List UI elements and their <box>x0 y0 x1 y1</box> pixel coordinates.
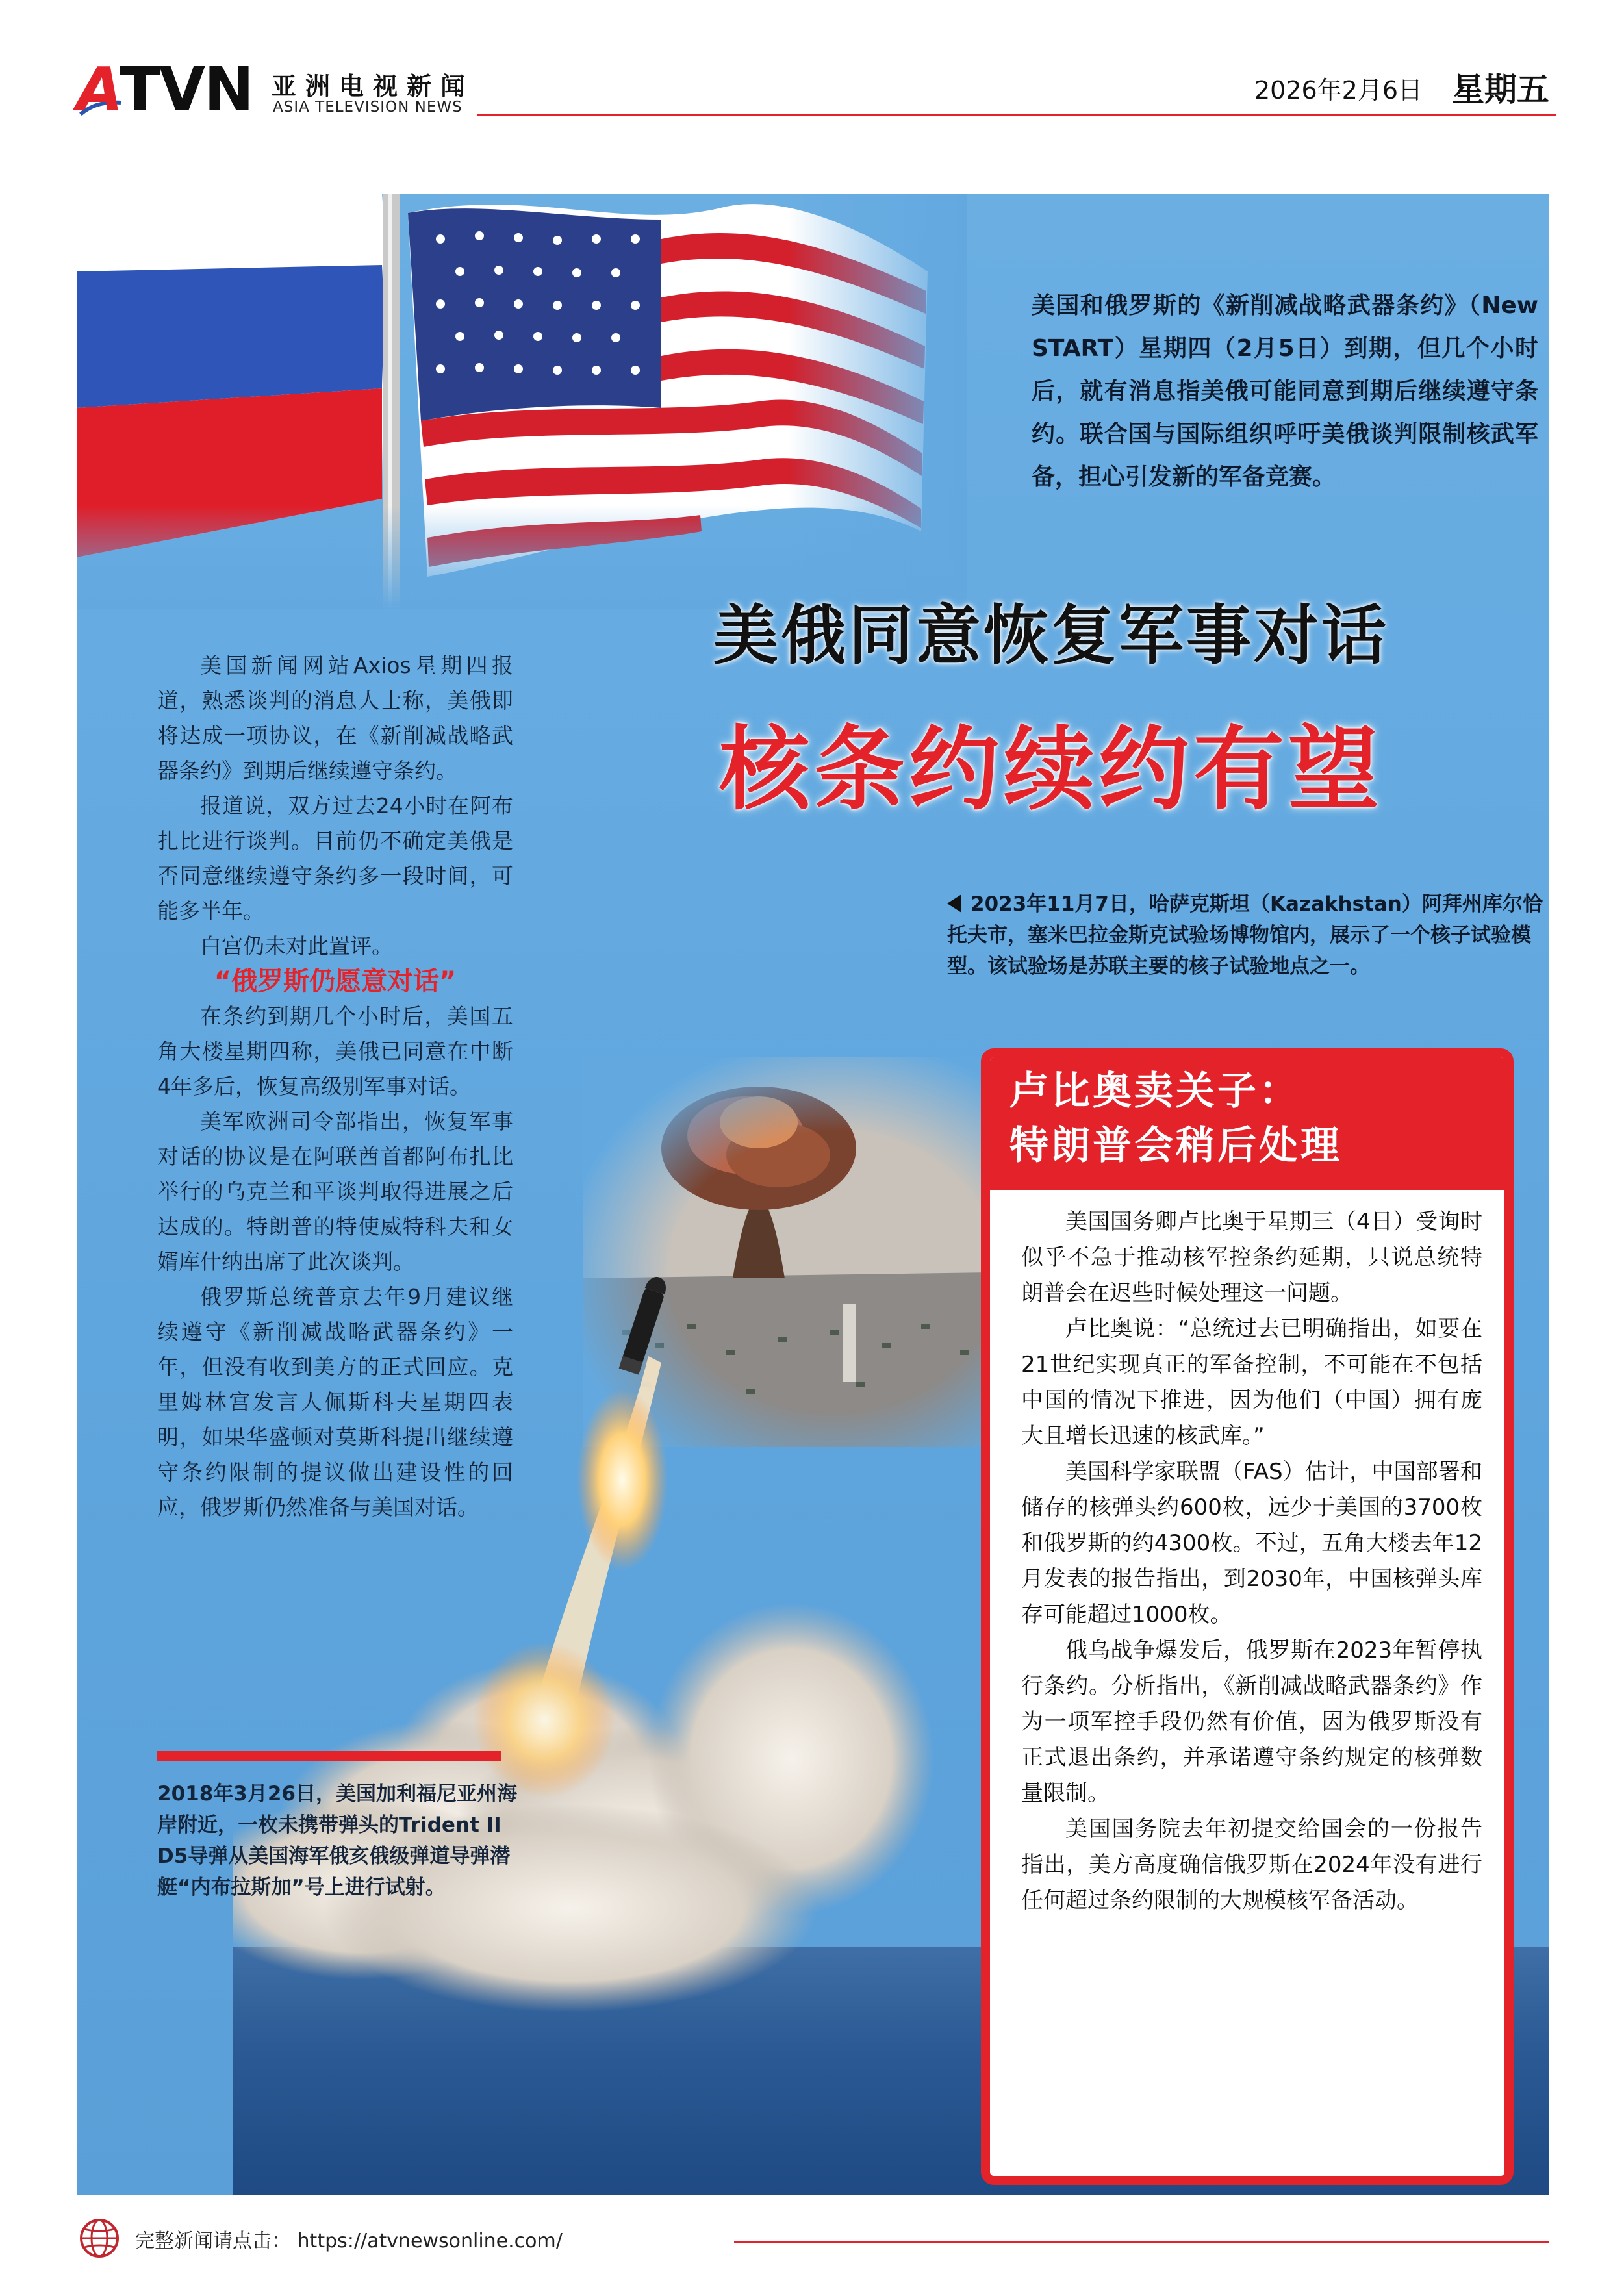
sidebar-body <box>990 1190 1504 1919</box>
sidebar-paragraph: 卢比奥说：“总统过去已明确指出，如要在21世纪实现真正的军备控制，不可能在不包括中国的情况下推进，因为他们（中国）拥有庞大且增长迅速的核武库。” <box>1021 1316 1482 1449</box>
footer-link-line <box>135 2225 563 2253</box>
caption-arrow-icon <box>947 894 961 913</box>
header-divider <box>477 114 1556 116</box>
body-paragraph: 美国新闻网站Axios星期四报道，熟悉谈判的消息人士称，美俄即将达成一项协议，在《新削减战略武器条约》到期后继续遵守条约。 <box>157 653 513 783</box>
sidebar-paragraph: 美国科学家联盟（FAS）估计，中国部署和储存的核弹头约600枚，远少于美国的3700枚和俄罗斯的约4300枚。不过，五角大楼去年12月发表的报告指出，到2030年，中国核弹头库存可能超过1000枚。 <box>1021 1459 1482 1628</box>
sidebar-paragraph: 俄乌战争爆发后，俄罗斯在2023年暂停执行条约。分析指出，《新削减战略武器条约》作为一项军控手段仍然有价值，因为俄罗斯没有正式退出条约，并承诺遵守条约规定的核弹数量限制。 <box>1021 1637 1482 1806</box>
caption-text: 2023年11月7日，哈萨克斯坦（Kazakhstan）阿拜州库尔恰托夫市，塞米巴拉金斯克试验场博物馆内，展示了一个核子试验模型。该试验场是苏联主要的核子试验地点之一。 <box>947 892 1543 978</box>
footer-url-link[interactable]: https://atvnewsonline.com/ <box>297 2230 563 2252</box>
body-paragraph: 白宫仍未对此置评。 <box>200 933 393 959</box>
lead-paragraph: 美国和俄罗斯的《新削减战略武器条约》（New START）星期四（2月5日）到期，但几个小时后，就有消息指美俄可能同意到期后继续遵守条约。联合国与国际组织呼吁美俄谈判限制核武军备，担心引发新的军备竞赛。 <box>1032 292 1538 490</box>
sidebar-paragraph: 美国国务卿卢比奥于星期三（4日）受询时似乎不急于推动核军控条约延期，只说总统特朗普会在迟些时候处理这一问题。 <box>1021 1209 1482 1306</box>
sidebar-paragraph: 美国国务院去年初提交给国会的一份报告指出，美方高度确信俄罗斯在2024年没有进行任何超过条约限制的大规模核军备活动。 <box>1021 1816 1482 1913</box>
brand-name-english: ASIA TELEVISION NEWS <box>273 99 463 116</box>
sidebar-title-line-2: 特朗普会稍后处理 <box>1009 1123 1342 1168</box>
headline-line-2: 核条约续约有望 <box>718 717 1383 823</box>
brand-name-chinese: 亚洲电视新闻 <box>272 72 475 101</box>
logo-letters: TVN <box>120 55 253 124</box>
caption-divider <box>157 1751 501 1761</box>
body-paragraph: 报道说，双方过去24小时在阿布扎比进行谈判。目前仍不确定美俄是否同意继续遵守条约多一段时间，可能多半年。 <box>157 793 513 924</box>
missile-photo-caption: 2018年3月26日，美国加利福尼亚州海岸附近，一枚未携带弹头的Trident II D5导弹从美国海军俄亥俄级弹道导弹潜艇“内布拉斯加”号上进行试射。 <box>157 1782 517 1899</box>
footer-label: 完整新闻请点击： <box>135 2230 291 2252</box>
globe-icon <box>77 2217 122 2259</box>
issue-weekday: 星期五 <box>1452 71 1549 108</box>
page-header <box>0 0 1624 123</box>
sidebar-title-line-1: 卢比奥卖关子： <box>1009 1068 1300 1114</box>
body-paragraph: 在条约到期几个小时后，美国五角大楼星期四称，美俄已同意在中断4年多后，恢复高级别军事对话。 <box>157 1003 513 1099</box>
story-panel <box>77 194 1549 2195</box>
headline-line-1: 美俄同意恢复军事对话 <box>713 598 1389 674</box>
body-paragraph: 俄罗斯总统普京去年9月建议继续遵守《新削减战略武器条约》一年，但没有收到美方的正式回应。克里姆林宫发言人佩斯科夫星期四表明，如果华盛顿对莫斯科提出继续遵守条约限制的提议做出建设性的回应，俄罗斯仍然准备与美国对话。 <box>157 1284 513 1520</box>
atvn-logo[interactable] <box>77 55 253 124</box>
logo-letter-a: A <box>77 55 123 124</box>
section-subhead: “俄罗斯仍愿意对话” <box>214 966 457 996</box>
footer-divider <box>734 2241 1549 2243</box>
nuclear-model-photo-caption <box>947 889 1545 982</box>
us-russia-flags-photo <box>77 194 967 609</box>
sidebar-box <box>981 1048 1514 2185</box>
issue-date: 2026年2月6日 <box>1254 76 1423 105</box>
sidebar-title <box>990 1057 1504 1190</box>
body-paragraph: 美军欧洲司令部指出，恢复军事对话的协议是在阿联酋首都阿布扎比举行的乌克兰和平谈判取得进展之后达成的。特朗普的特使威特科夫和女婿库什纳出席了此次谈判。 <box>157 1109 513 1274</box>
left-column-body <box>157 648 513 1525</box>
